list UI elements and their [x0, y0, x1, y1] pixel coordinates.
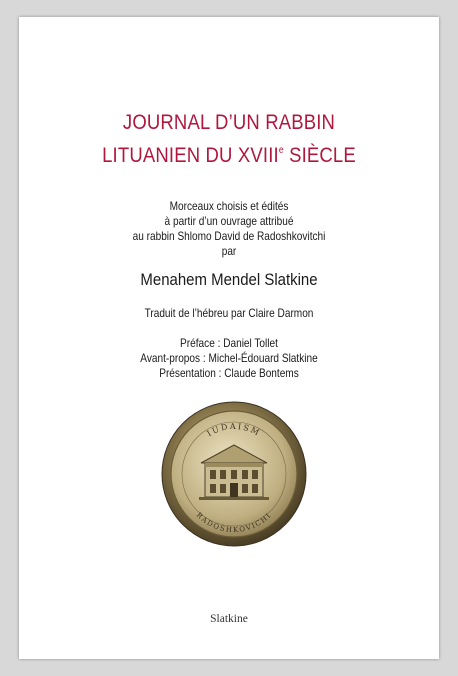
subtitle-line-1: Morceaux choisis et édités — [169, 199, 289, 213]
subtitle-line-4: par — [221, 244, 237, 258]
translation-credit: Traduit de l’hébreu par Claire Darmon — [144, 306, 314, 320]
title-century-suffix: e — [278, 145, 284, 156]
book-cover — [19, 17, 439, 659]
foreword-credit: Avant-propos : Michel-Édouard Slatkine — [140, 351, 318, 365]
title-line-2-main: LITUANIEN DU XVIII — [102, 143, 279, 167]
medal-top-text: IUDAISM — [205, 421, 263, 439]
subtitle-line-2: à partir d’un ouvrage attribué — [164, 214, 294, 228]
presentation-credit: Présentation : Claude Bontems — [159, 366, 299, 380]
publisher-name: Slatkine — [210, 613, 248, 625]
title-line-2 — [48, 145, 409, 167]
preface-credit: Préface : Daniel Tollet — [180, 336, 278, 350]
title-line-1: JOURNAL D’UN RABBIN — [122, 110, 336, 134]
author-name: Menahem Mendel Slatkine — [140, 270, 318, 289]
title-line-2-end: SIÈCLE — [283, 143, 356, 167]
medal-bottom-text: RADOSHKOVICHI — [194, 511, 274, 535]
medal-image — [161, 401, 307, 547]
subtitle-line-3: au rabbin Shlomo David de Radoshkovitchi — [132, 229, 326, 243]
